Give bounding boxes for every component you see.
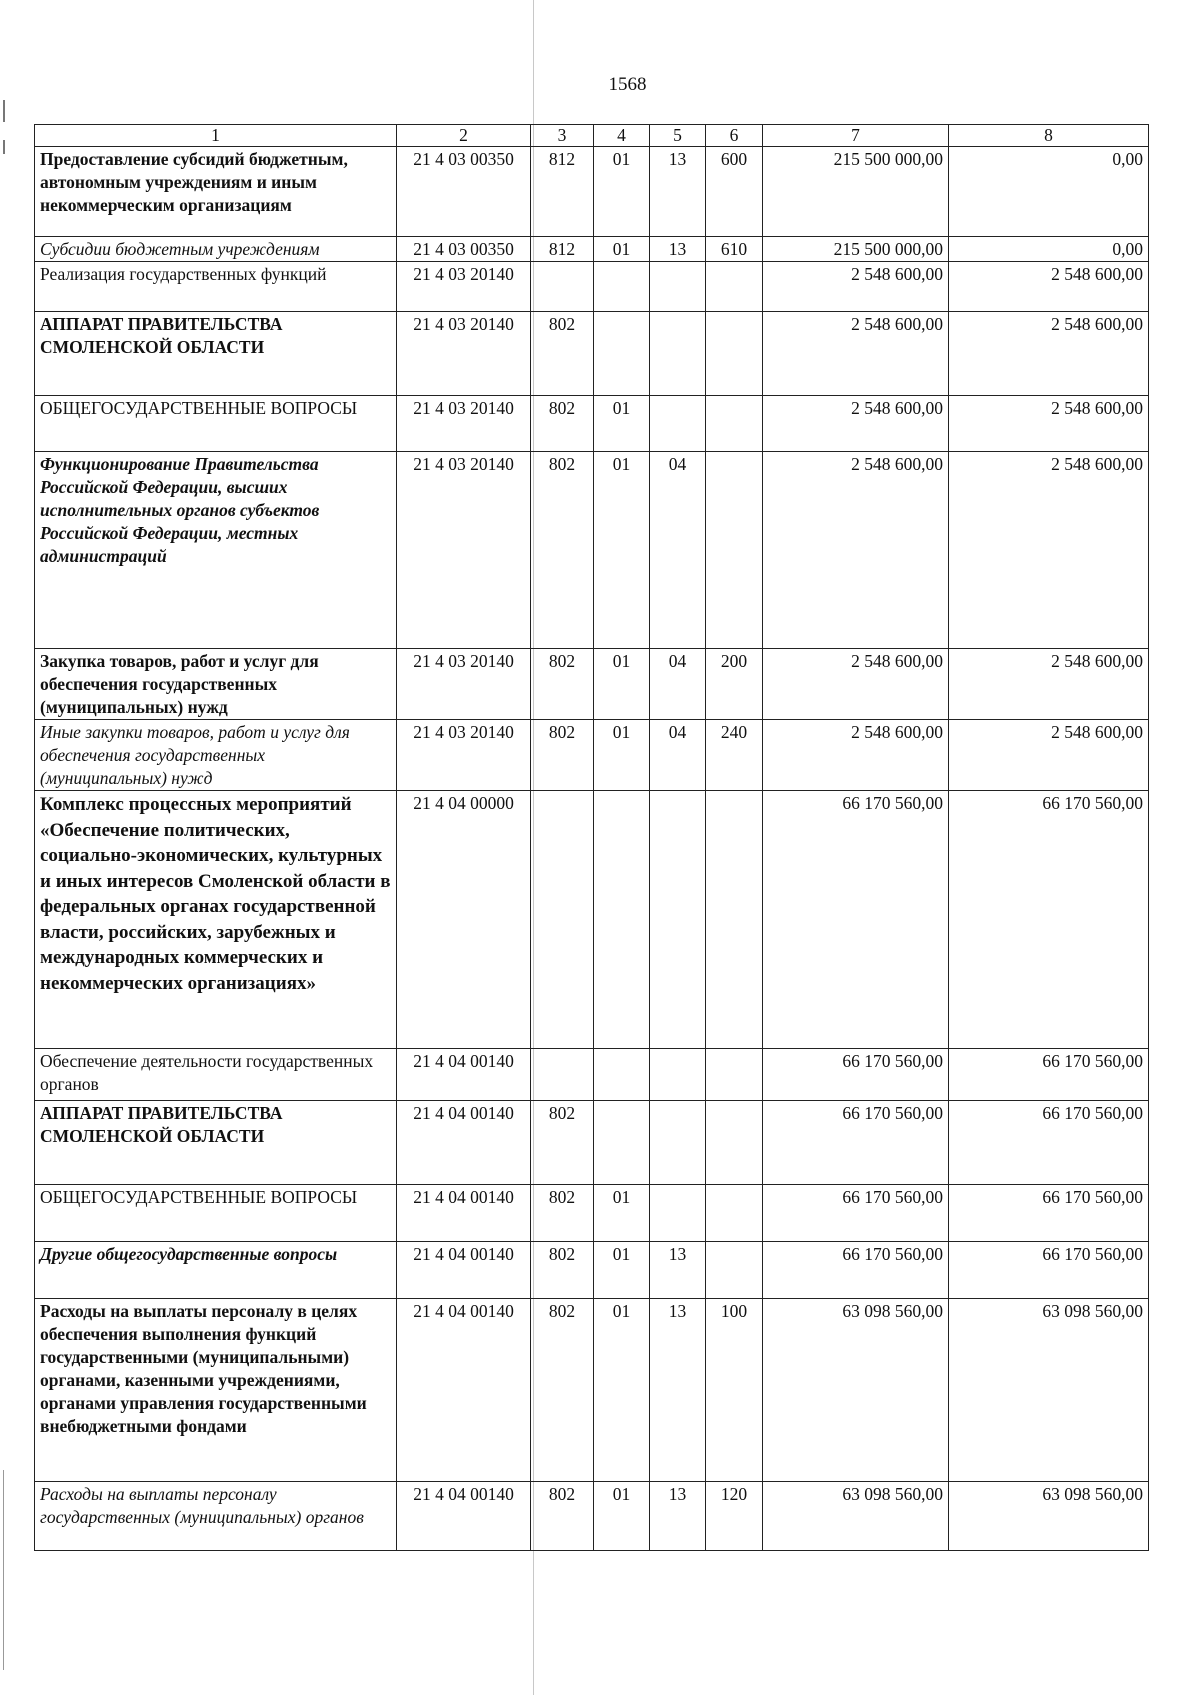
amount-col7: 2 548 600,00 — [763, 452, 949, 649]
ministry-code: 802 — [531, 452, 594, 649]
ministry-code — [531, 1049, 594, 1101]
amount-col7: 2 548 600,00 — [763, 262, 949, 312]
table-row — [35, 649, 1149, 720]
section-code: 01 — [594, 147, 650, 237]
expense-type-code — [706, 1049, 763, 1101]
expense-type-code: 600 — [706, 147, 763, 237]
expense-type-code — [706, 262, 763, 312]
amount-col8: 2 548 600,00 — [949, 312, 1149, 396]
section-code — [594, 1049, 650, 1101]
budget-table — [34, 124, 1149, 1551]
target-code: 21 4 03 20140 — [397, 312, 531, 396]
target-code: 21 4 03 20140 — [397, 720, 531, 791]
expense-type-code: 240 — [706, 720, 763, 791]
target-code: 21 4 03 20140 — [397, 396, 531, 452]
subsection-code: 13 — [650, 237, 706, 262]
expense-type-code: 200 — [706, 649, 763, 720]
table-row — [35, 1049, 1149, 1101]
amount-col7: 63 098 560,00 — [763, 1482, 949, 1551]
ministry-code: 802 — [531, 1101, 594, 1185]
amount-col7: 66 170 560,00 — [763, 791, 949, 1049]
target-code: 21 4 04 00140 — [397, 1242, 531, 1299]
table-row — [35, 1185, 1149, 1242]
target-code: 21 4 03 20140 — [397, 262, 531, 312]
ministry-code: 802 — [531, 720, 594, 791]
target-code: 21 4 04 00140 — [397, 1482, 531, 1551]
amount-col8: 2 548 600,00 — [949, 396, 1149, 452]
row-name: Функционирование Правительства Российской Федерации, высших исполнительных органов субъектов Российской Федерации, местных администраций — [35, 452, 397, 649]
section-code: 01 — [594, 649, 650, 720]
subsection-code: 13 — [650, 1299, 706, 1482]
section-code: 01 — [594, 1482, 650, 1551]
expense-type-code — [706, 1242, 763, 1299]
subsection-code: 13 — [650, 147, 706, 237]
row-name: ОБЩЕГОСУДАРСТВЕННЫЕ ВОПРОСЫ — [35, 396, 397, 452]
target-code: 21 4 04 00140 — [397, 1049, 531, 1101]
row-name: АППАРАТ ПРАВИТЕЛЬСТВА СМОЛЕНСКОЙ ОБЛАСТИ — [35, 1101, 397, 1185]
section-code — [594, 791, 650, 1049]
ministry-code: 802 — [531, 1482, 594, 1551]
expense-type-code — [706, 791, 763, 1049]
column-header: 3 — [531, 125, 594, 147]
scan-margin-mark — [3, 140, 5, 154]
ministry-code: 802 — [531, 1299, 594, 1482]
amount-col8: 63 098 560,00 — [949, 1299, 1149, 1482]
table-row — [35, 396, 1149, 452]
amount-col7: 2 548 600,00 — [763, 649, 949, 720]
row-name: Предоставление субсидий бюджетным, автономным учреждениям и иным некоммерческим организациям — [35, 147, 397, 237]
amount-col8: 0,00 — [949, 147, 1149, 237]
target-code: 21 4 03 00350 — [397, 147, 531, 237]
section-code: 01 — [594, 1299, 650, 1482]
column-header: 2 — [397, 125, 531, 147]
table-row — [35, 452, 1149, 649]
section-code — [594, 1101, 650, 1185]
amount-col7: 2 548 600,00 — [763, 396, 949, 452]
amount-col8: 66 170 560,00 — [949, 1242, 1149, 1299]
row-name: ОБЩЕГОСУДАРСТВЕННЫЕ ВОПРОСЫ — [35, 1185, 397, 1242]
scan-margin-mark — [3, 100, 5, 122]
table-row — [35, 791, 1149, 1049]
ministry-code: 802 — [531, 1242, 594, 1299]
target-code: 21 4 03 00350 — [397, 237, 531, 262]
expense-type-code — [706, 396, 763, 452]
row-name: Расходы на выплаты персоналу государственных (муниципальных) органов — [35, 1482, 397, 1551]
amount-col7: 66 170 560,00 — [763, 1049, 949, 1101]
section-code: 01 — [594, 452, 650, 649]
amount-col8: 63 098 560,00 — [949, 1482, 1149, 1551]
amount-col8: 2 548 600,00 — [949, 649, 1149, 720]
table-row — [35, 147, 1149, 237]
table-row — [35, 1299, 1149, 1482]
row-name: АППАРАТ ПРАВИТЕЛЬСТВА СМОЛЕНСКОЙ ОБЛАСТИ — [35, 312, 397, 396]
amount-col7: 215 500 000,00 — [763, 237, 949, 262]
target-code: 21 4 04 00000 — [397, 791, 531, 1049]
subsection-code: 04 — [650, 720, 706, 791]
target-code: 21 4 03 20140 — [397, 452, 531, 649]
ministry-code: 812 — [531, 237, 594, 262]
expense-type-code — [706, 1185, 763, 1242]
row-name: Субсидии бюджетным учреждениям — [35, 237, 397, 262]
amount-col7: 63 098 560,00 — [763, 1299, 949, 1482]
table-row — [35, 1101, 1149, 1185]
table-header-row — [35, 125, 1149, 147]
section-code: 01 — [594, 237, 650, 262]
table-row — [35, 1242, 1149, 1299]
row-name: Реализация государственных функций — [35, 262, 397, 312]
subsection-code — [650, 1101, 706, 1185]
expense-type-code: 120 — [706, 1482, 763, 1551]
expense-type-code: 610 — [706, 237, 763, 262]
table-row — [35, 262, 1149, 312]
ministry-code — [531, 262, 594, 312]
expense-type-code — [706, 452, 763, 649]
amount-col8: 66 170 560,00 — [949, 791, 1149, 1049]
table-row — [35, 237, 1149, 262]
row-name: Другие общегосударственные вопросы — [35, 1242, 397, 1299]
ministry-code: 812 — [531, 147, 594, 237]
amount-col7: 66 170 560,00 — [763, 1242, 949, 1299]
subsection-code: 04 — [650, 452, 706, 649]
subsection-code — [650, 262, 706, 312]
row-name: Иные закупки товаров, работ и услуг для обеспечения государственных (муниципальных) нужд — [35, 720, 397, 791]
ministry-code: 802 — [531, 649, 594, 720]
subsection-code: 13 — [650, 1242, 706, 1299]
row-name: Закупка товаров, работ и услуг для обеспечения государственных (муниципальных) нужд — [35, 649, 397, 720]
column-header: 7 — [763, 125, 949, 147]
row-name: Комплекс процессных мероприятий «Обеспечение политических, социально-экономических, культурных и иных интересов Смоленской области в федеральных органах государственной власти, российских, зарубежных и международных коммерческих и некоммерческих организациях» — [35, 791, 397, 1049]
section-code: 01 — [594, 1185, 650, 1242]
amount-col8: 66 170 560,00 — [949, 1049, 1149, 1101]
section-code: 01 — [594, 720, 650, 791]
row-name: Обеспечение деятельности государственных органов — [35, 1049, 397, 1101]
target-code: 21 4 04 00140 — [397, 1101, 531, 1185]
ministry-code: 802 — [531, 312, 594, 396]
column-header: 6 — [706, 125, 763, 147]
table-row — [35, 720, 1149, 791]
amount-col7: 66 170 560,00 — [763, 1185, 949, 1242]
subsection-code — [650, 1185, 706, 1242]
page-number: 1568 — [608, 74, 647, 95]
expense-type-code — [706, 1101, 763, 1185]
section-code — [594, 262, 650, 312]
scan-margin-mark — [3, 1470, 4, 1670]
ministry-code — [531, 791, 594, 1049]
target-code: 21 4 04 00140 — [397, 1299, 531, 1482]
subsection-code — [650, 312, 706, 396]
amount-col8: 2 548 600,00 — [949, 720, 1149, 791]
table-row — [35, 312, 1149, 396]
row-name: Расходы на выплаты персоналу в целях обеспечения выполнения функций государственными (муниципальными) органами, казенными учреждениями, органами управления государственными внебюджетными фондами — [35, 1299, 397, 1482]
column-header: 4 — [594, 125, 650, 147]
ministry-code: 802 — [531, 396, 594, 452]
section-code — [594, 312, 650, 396]
table-row — [35, 1482, 1149, 1551]
amount-col8: 66 170 560,00 — [949, 1101, 1149, 1185]
amount-col8: 2 548 600,00 — [949, 262, 1149, 312]
expense-type-code — [706, 312, 763, 396]
target-code: 21 4 03 20140 — [397, 649, 531, 720]
amount-col7: 2 548 600,00 — [763, 720, 949, 791]
expense-type-code: 100 — [706, 1299, 763, 1482]
column-header: 1 — [35, 125, 397, 147]
subsection-code — [650, 791, 706, 1049]
column-header: 5 — [650, 125, 706, 147]
subsection-code — [650, 396, 706, 452]
section-code: 01 — [594, 396, 650, 452]
amount-col7: 2 548 600,00 — [763, 312, 949, 396]
amount-col8: 0,00 — [949, 237, 1149, 262]
ministry-code: 802 — [531, 1185, 594, 1242]
amount-col8: 66 170 560,00 — [949, 1185, 1149, 1242]
amount-col8: 2 548 600,00 — [949, 452, 1149, 649]
subsection-code: 13 — [650, 1482, 706, 1551]
subsection-code — [650, 1049, 706, 1101]
target-code: 21 4 04 00140 — [397, 1185, 531, 1242]
amount-col7: 215 500 000,00 — [763, 147, 949, 237]
column-header: 8 — [949, 125, 1149, 147]
section-code: 01 — [594, 1242, 650, 1299]
amount-col7: 66 170 560,00 — [763, 1101, 949, 1185]
subsection-code: 04 — [650, 649, 706, 720]
